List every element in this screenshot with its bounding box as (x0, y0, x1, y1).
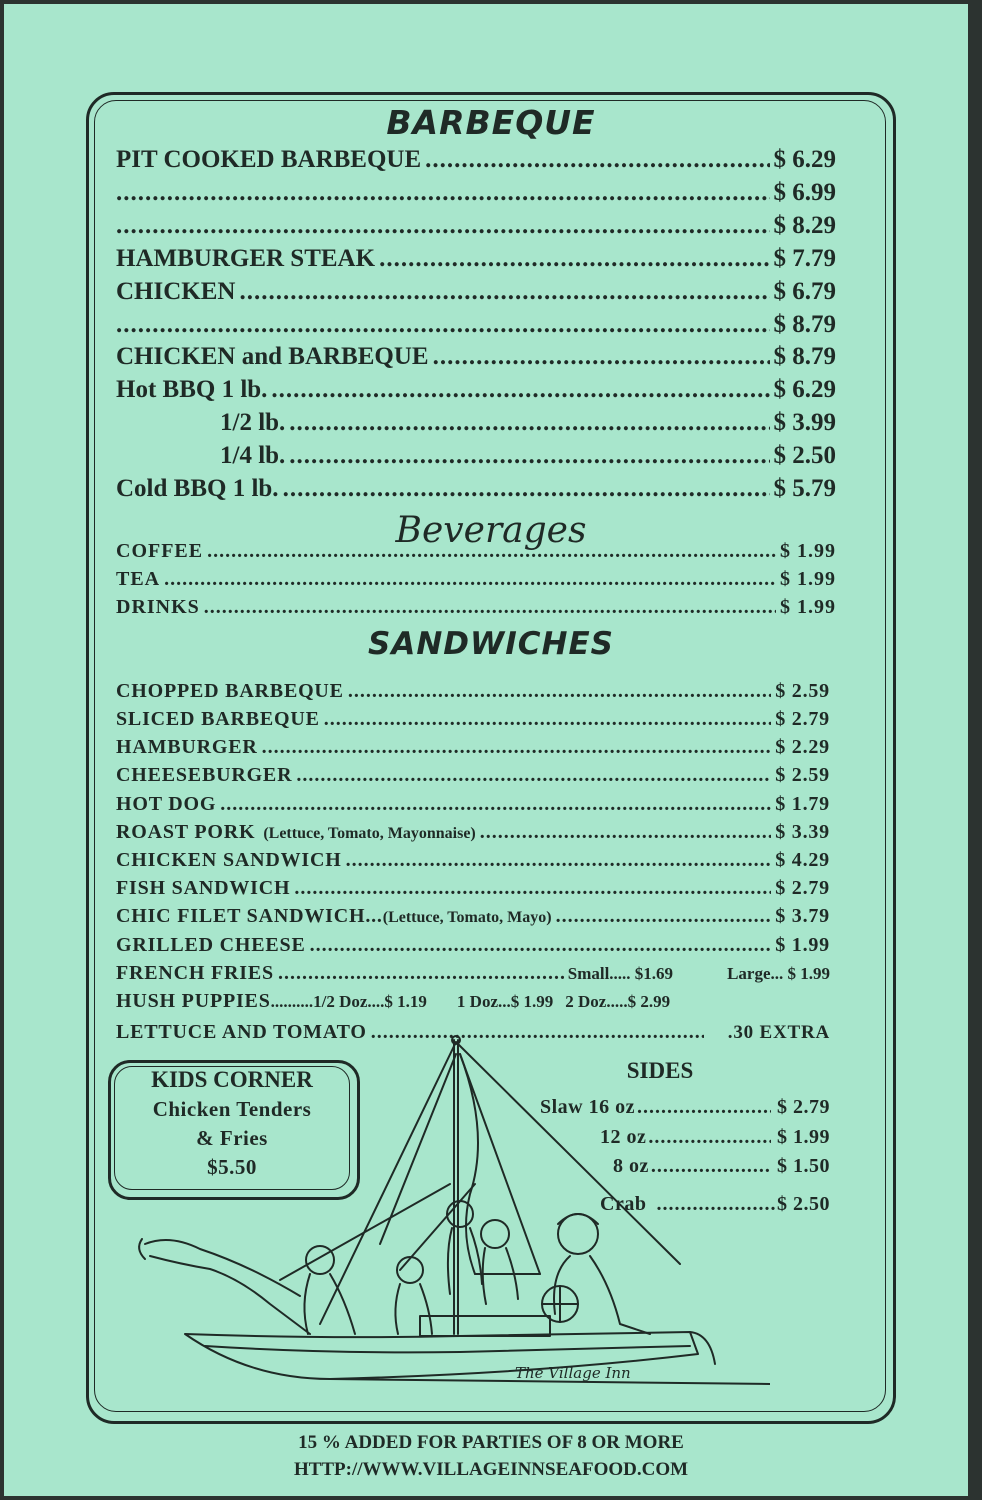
kids-corner-line: & Fries (196, 1126, 268, 1150)
menu-item: HAMBURGER ..... $ 2.29 (116, 736, 830, 766)
barbeque-heading: BARBEQUE (386, 103, 596, 142)
menu-item: HAMBURGER STEAK ..... $ 7.79 (116, 245, 836, 275)
menu-item: ROAST PORK (Lettuce, Tomato, Mayonnaise) ..... $ 3.39 (116, 821, 830, 851)
menu-item: 1/4 lb. ..... $ 2.50 (116, 442, 836, 472)
menu-item: ..... $ 8.29 (116, 212, 836, 242)
sides-heading: SIDES (626, 1058, 694, 1083)
menu-item: CHICKEN and BARBEQUE ..... $ 8.79 (116, 343, 836, 373)
menu-item: GRILLED CHEESE ..... $ 1.99 (116, 934, 830, 964)
menu-item: CHEESEBURGER ..... $ 2.59 (116, 764, 830, 794)
side-item: Slaw 16 oz ..... $ 2.79 (540, 1096, 830, 1124)
illustration-signature: The Village Inn (515, 1364, 631, 1382)
menu-item: SLICED BARBEQUE ..... $ 2.79 (116, 708, 830, 738)
beverages-heading: Beverages (395, 510, 587, 551)
menu-item: DRINKS ..... $ 1.99 (116, 596, 836, 626)
menu-item: Cold BBQ 1 lb. ..... $ 5.79 (116, 475, 836, 505)
kids-corner-line: Chicken Tenders (152, 1097, 312, 1121)
side-item: 12 oz ..... $ 1.99 (600, 1126, 830, 1154)
menu-item-french-fries: FRENCH FRIES ..... Small..... $1.69 Large... $ 1.99 (116, 962, 830, 992)
menu-item: CHOPPED BARBEQUE ..... $ 2.59 (116, 680, 830, 710)
menu-item-hush-puppies: HUSH PUPPIES ..........1/2 Doz....$ 1.19 1 Doz...$ 1.99 2 Doz.....$ 2.99 (116, 990, 671, 1012)
menu-item: ..... $ 8.79 (116, 311, 836, 341)
menu-item-lettuce-tomato: LETTUCE AND TOMATO ..... .30 EXTRA (116, 1021, 830, 1051)
footer-note: 15 % ADDED FOR PARTIES OF 8 OR MORE (298, 1432, 684, 1453)
side-item: 8 oz ..... $ 1.50 (613, 1155, 830, 1183)
menu-item: PIT COOKED BARBEQUE ..... $ 6.29 (116, 146, 836, 176)
menu-item: CHIC FILET SANDWICH... (Lettuce, Tomato, Mayo) ..... $ 3.79 (116, 905, 830, 935)
menu-item: 1/2 lb. ..... $ 3.99 (116, 409, 836, 439)
footer-url: HTTP://WWW.VILLAGEINNSEAFOOD.COM (293, 1459, 689, 1480)
menu-item: COFFEE ..... $ 1.99 (116, 540, 836, 570)
kids-corner-title: KIDS CORNER (151, 1067, 313, 1092)
menu-item: ..... $ 6.99 (116, 179, 836, 209)
kids-corner (114, 1066, 350, 1190)
menu-item: HOT DOG ..... $ 1.79 (116, 793, 830, 823)
side-item: Crab ..... $ 2.50 (600, 1193, 830, 1221)
menu-item: Hot BBQ 1 lb. ..... $ 6.29 (116, 376, 836, 406)
kids-corner-price: $5.50 (207, 1155, 257, 1179)
menu-item: TEA ..... $ 1.99 (116, 568, 836, 598)
menu-item: CHICKEN SANDWICH ..... $ 4.29 (116, 849, 830, 879)
sandwiches-heading: SANDWICHES (368, 626, 614, 662)
menu-item: FISH SANDWICH ..... $ 2.79 (116, 877, 830, 907)
menu-item: CHICKEN ..... $ 6.79 (116, 278, 836, 308)
